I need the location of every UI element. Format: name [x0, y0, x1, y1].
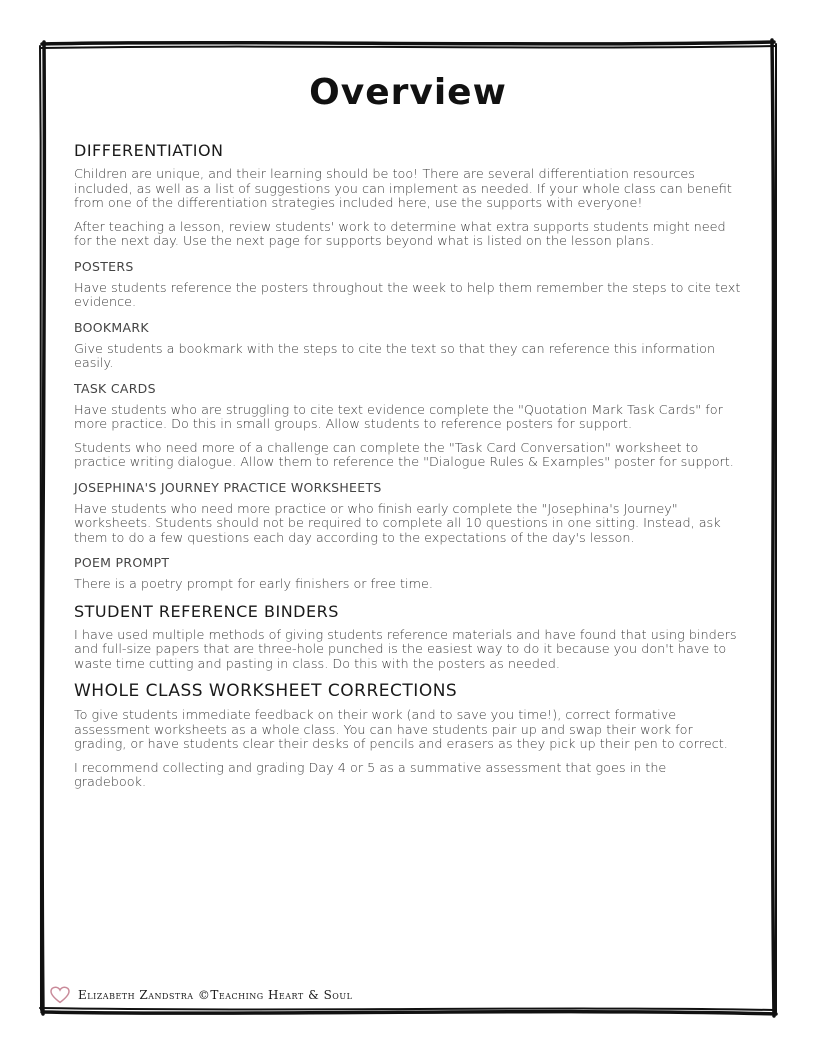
overview-content: [74, 72, 742, 800]
footer-credit: Elizabeth Zandstra ©Teaching Heart & Soul: [78, 988, 353, 1002]
posters-heading: POSTERS: [74, 258, 134, 274]
bookmark-heading: BOOKMARK: [74, 319, 149, 335]
worksheet-corrections-text-1: To give students immediate feedback on their work (and to save you time!), correct formative assessment worksheets as a whole class. You can have students pair up and swap their work for grading, or have students clear their desks of pencils and erasers as they pick up their pen to correct.: [74, 708, 728, 752]
differentiation-followup: After teaching a lesson, review students' work to determine what extra supports students might need for the next day. Use the next page for supports beyond what is listed on the lesson plans.: [74, 219, 726, 249]
task-cards-text-1: Have students who are struggling to cite text evidence complete the "Quotation Mark Task Cards" for more practice. Do this in small groups. Allow students to reference posters for support.: [74, 402, 723, 432]
posters-text: Have students reference the posters throughout the week to help them remember the steps to cite text evidence.: [74, 280, 741, 310]
differentiation-heading: DIFFERENTIATION: [74, 141, 224, 160]
reference-binders-heading: STUDENT REFERENCE BINDERS: [74, 601, 339, 621]
poem-prompt-heading: POEM PROMPT: [74, 555, 170, 570]
differentiation-intro: Children are unique, and their learning should be too! There are several differentiation resources included, as well as a list of suggestions you can implement as needed. If your whole class can benefit from one of the differentiation strategies included here, use the supports with everyone!: [74, 167, 732, 211]
task-cards-text-2: Students who need more of a challenge can complete the "Task Card Conversation" worksheet to practice writing dialogue. Allow them to reference the "Dialogue Rules & Examples" poster for support.: [74, 440, 734, 470]
task-cards-heading: TASK CARDS: [74, 380, 156, 396]
josephina-text: Have students who need more practice or who finish early complete the "Josephina's Journey" worksheets. Students should not be required to complete all 10 questions in one sitting. Instead, ask them to do a few questions each day according to the expectations of the day's lesson.: [74, 501, 721, 546]
reference-binders-text: I have used multiple methods of giving students reference materials and have found that using binders and full-size papers that are three-hole punched is the easiest way to do it because you don't have to waste time cutting and pasting in class. Do this with the posters as needed.: [74, 627, 737, 672]
page-title: Overview: [309, 72, 507, 113]
worksheet-corrections-heading: WHOLE CLASS WORKSHEET CORRECTIONS: [74, 681, 458, 701]
josephina-heading: JOSEPHINA'S JOURNEY PRACTICE WORKSHEETS: [74, 479, 382, 495]
footer: [50, 986, 352, 1004]
bookmark-text: Give students a bookmark with the steps to cite the text so that they can reference this information easily.: [74, 341, 716, 371]
poem-prompt-text: There is a poetry prompt for early finishers or free time.: [74, 577, 433, 592]
heart-icon: [50, 986, 70, 1004]
worksheet-corrections-text-2: I recommend collecting and grading Day 4 or 5 as a summative assessment that goes in the gradebook.: [74, 760, 667, 790]
